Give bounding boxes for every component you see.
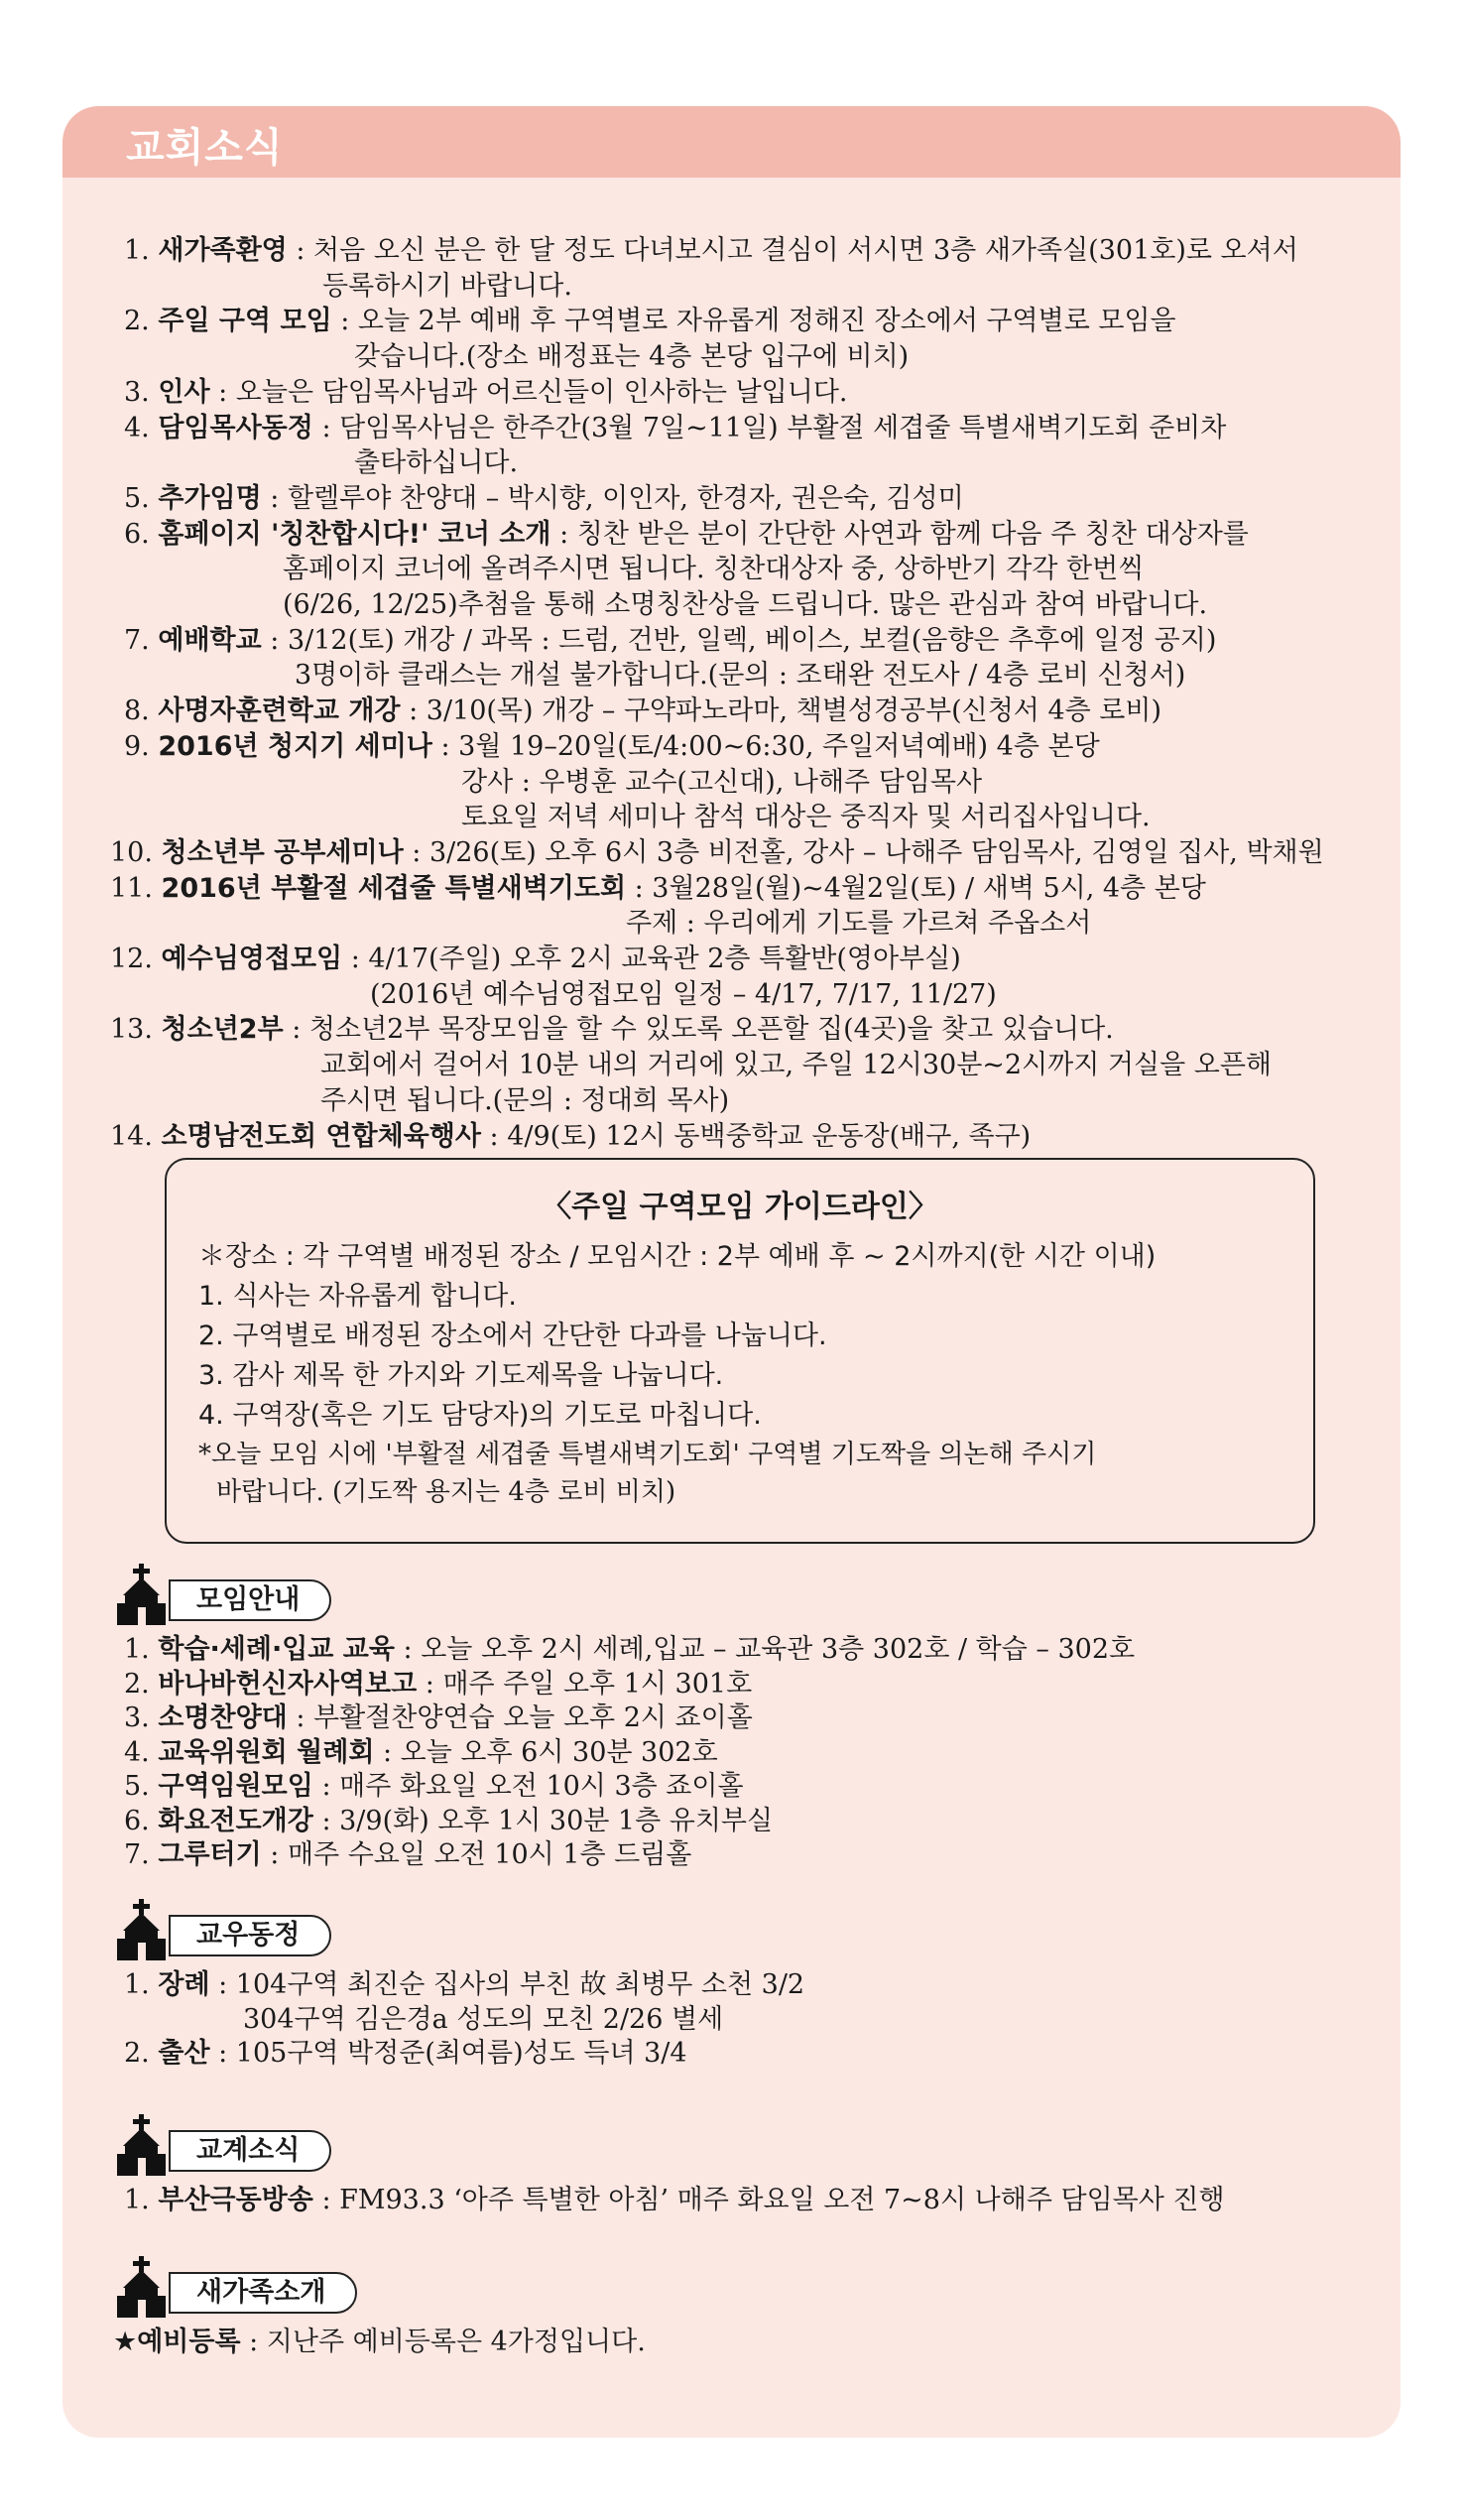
guideline-line: 3. 감사 제목 한 가지와 기도제목을 나눕니다. (198, 1360, 724, 1391)
news-item-cont: 3명이하 클래스는 개설 불가합니다.(문의 : 조태완 전도사 / 4층 로비 신청서) (295, 660, 1186, 692)
news-item: 6. 홈페이지 '칭찬합시다!' 코너 소개 : 칭찬 받은 분이 간단한 사연과 함께 다음 주 칭찬 대상자를 홈페이지 코너에 올려주시면 됩니다. 칭찬대상자 중, 상하반기 각각 한번씩 (6/26, 12/25)추첨을 통해 소명칭찬상을 드립니다. 많은 관심과 참여 바랍니다. (124, 517, 1384, 623)
list-item-cont: 304구역 김은경a 성도의 모친 2/26 별세 (243, 2003, 724, 2035)
news-item: 8. 사명자훈련학교 개강 : 3/10(목) 개강 – 구약파노라마, 책별성경공부(신청서 4층 로비) (124, 695, 1162, 727)
section-meetings (117, 1568, 1135, 1873)
news-item-cont: 강사 : 우병훈 교수(고신대), 나해주 담임목사 (461, 766, 983, 798)
news-item: 4. 담임목사동정 : 담임목사님은 한주간(3월 7일~11일) 부활절 세겹줄 특별새벽기도회 준비차 출타하십니다. (124, 411, 1384, 481)
news-item: 1. 새가족환영 : 처음 오신 분은 한 달 정도 다녀보시고 결심이 서시면 3층 새가족실(301호)로 오셔서 등록하시기 바랍니다. (124, 233, 1384, 304)
list-item: 3. 소명찬양대 : 부활절찬양연습 오늘 오후 2시 죠이홀 (124, 1702, 753, 1733)
section-label: 교우동정 (169, 1915, 331, 1956)
section-new-family (113, 2260, 646, 2360)
news-item-cont: 교회에서 걸어서 10분 내의 거리에 있고, 주일 12시30분~2시까지 거실을 오픈해 (320, 1050, 1272, 1081)
news-item: 12. 예수님영접모임 : 4/17(주일) 오후 2시 교육관 2층 특활반(영아부실) (2016년 예수님영접모임 일정 – 4/17, 7/17, 11/27) (110, 942, 1384, 1012)
news-item-cont: (2016년 예수님영접모임 일정 – 4/17, 7/17, 11/27) (370, 978, 997, 1010)
list-item: 1. 부산극동방송 : FM93.3 ‘아주 특별한 아침’ 매주 화요일 오전 7~8시 나해주 담임목사 진행 (124, 2185, 1225, 2215)
church-icon (117, 2114, 167, 2178)
news-item-cont: 출타하십니다. (354, 447, 519, 479)
guideline-box (165, 1158, 1315, 1544)
news-item: 11. 2016년 부활절 세겹줄 특별새벽기도회 : 3월28일(월)~4월2일(토) / 새벽 5시, 4층 본당 주제 : 우리에게 기도를 가르쳐 주옵소서 (110, 871, 1384, 942)
section-member-news (117, 1903, 804, 2072)
news-item-text: : 처음 오신 분은 한 달 정도 다녀보시고 결심이 서시면 3층 새가족실(301호)로 오셔서 (287, 235, 1298, 266)
news-item-cont: 토요일 저녁 세미나 참석 대상은 중직자 및 서리집사입니다. (461, 802, 1151, 833)
news-item: 5. 추가임명 : 할렐루야 찬양대 – 박시향, 이인자, 한경자, 권은숙, 김성미 (124, 482, 964, 514)
section-church-world (117, 2118, 1225, 2218)
list-item: ★예비등록 : 지난주 예비등록은 4가정입니다. (113, 2327, 646, 2357)
church-icon (117, 1564, 167, 1627)
list-item: 2. 출산 : 105구역 박정준(최여름)성도 득녀 3/4 (124, 2038, 687, 2069)
list-item: 5. 구역임원모임 : 매주 화요일 오전 10시 3층 죠이홀 (124, 1771, 744, 1802)
news-item: 7. 예배학교 : 3/12(토) 개강 / 과목 : 드럼, 건반, 일렉, 베이스, 보컬(음향은 추후에 일정 공지) 3명이하 클래스는 개설 불가합니다.(문의 : 조태완 전도사 / 4층 로비 신청서) (124, 623, 1384, 693)
news-item-cont: 주시면 됩니다.(문의 : 정대희 목사) (320, 1084, 730, 1116)
news-item-cont: (6/26, 12/25)추첨을 통해 소명칭찬상을 드립니다. 많은 관심과 참여 바랍니다. (283, 589, 1208, 621)
guideline-title: 〈주일 구역모임 가이드라인〉 (542, 1190, 938, 1224)
news-item: 9. 2016년 청지기 세미나 : 3월 19–20일(토/4:00~6:30, 주일저녁예배) 4층 본당 강사 : 우병훈 교수(고신대), 나해주 담임목사 토요일 저녁 세미나 참석 대상은 중직자 및 서리집사입니다. (124, 729, 1384, 835)
guideline-note: 바랍니다. (기도짝 용지는 4층 로비 비치) (216, 1477, 676, 1507)
news-list (110, 233, 1384, 1154)
news-item: 2. 주일 구역 모임 : 오늘 2부 예배 후 구역별로 자유롭게 정해진 장소에서 구역별로 모임을 갖습니다.(장소 배정표는 4층 본당 입구에 비치) (124, 304, 1384, 374)
news-item: 14. 소명남전도회 연합체육행사 : 4/9(토) 12시 동백중학교 운동장(배구, 족구) (110, 1120, 1032, 1152)
news-item: 10. 청소년부 공부세미나 : 3/26(토) 오후 6시 3층 비전홀, 강사 – 나해주 담임목사, 김영일 집사, 박채원 (110, 836, 1324, 868)
guideline-line: 2. 구역별로 배정된 장소에서 간단한 다과를 나눕니다. (198, 1321, 827, 1351)
news-item-cont: 홈페이지 코너에 올려주시면 됩니다. 칭찬대상자 중, 상하반기 각각 한번씩 (283, 554, 1145, 585)
panel-header (62, 106, 1401, 178)
guideline-line: ＊장소 : 각 구역별 배정된 장소 / 모임시간 : 2부 예배 후 ~ 2시까지(한 시간 이내) (198, 1241, 1157, 1272)
guideline-note: *오늘 모임 시에 '부활절 세겹줄 특별새벽기도회' 구역별 기도짝을 의논해 주시기 (198, 1440, 1097, 1469)
news-item-title: 새가족환영 (158, 235, 288, 266)
section-label: 새가족소개 (169, 2272, 357, 2314)
list-item: 2. 바나바헌신자사역보고 : 매주 주일 오후 1시 301호 (124, 1668, 753, 1700)
list-item: 1. 장례 : 104구역 최진순 집사의 부친 故 최병무 소천 3/2 (124, 1969, 805, 2000)
section-label: 모임안내 (169, 1579, 331, 1621)
list-item: 6. 화요전도개강 : 3/9(화) 오후 1시 30분 1층 유치부실 (124, 1805, 774, 1836)
panel-title: 교회소식 (126, 125, 284, 171)
list-item: 1. 학습·세례·입교 교육 : 오늘 오후 2시 세례,입교 – 교육관 3층 302호 / 학습 – 302호 (124, 1634, 1136, 1665)
news-item: 13. 청소년2부 : 청소년2부 목장모임을 할 수 있도록 오픈할 집(4곳)을 찾고 있습니다. 교회에서 걸어서 10분 내의 거리에 있고, 주일 12시30분~2시까지 거실을 오픈해 주시면 됩니다.(문의 : 정대희 목사) (110, 1012, 1384, 1118)
news-item-cont: 갖습니다.(장소 배정표는 4층 본당 입구에 비치) (354, 341, 910, 373)
section-label: 교계소식 (169, 2130, 331, 2172)
news-item: 3. 인사 : 오늘은 담임목사님과 어르신들이 인사하는 날입니다. (124, 376, 848, 408)
guideline-line: 1. 식사는 자유롭게 합니다. (198, 1281, 517, 1312)
list-item: 7. 그루터기 : 매주 수요일 오전 10시 1층 드림홀 (124, 1839, 692, 1870)
guideline-body (198, 1237, 1156, 1511)
guideline-line: 4. 구역장(혹은 기도 담당자)의 기도로 마칩니다. (198, 1400, 762, 1431)
church-icon (117, 1899, 167, 1962)
list-item: 4. 교육위원회 월례회 : 오늘 오후 6시 30분 302호 (124, 1736, 718, 1768)
news-item-cont: 주제 : 우리에게 기도를 가르쳐 주옵소서 (626, 908, 1092, 940)
church-icon (117, 2256, 167, 2320)
news-item-cont: 등록하시기 바랍니다. (322, 270, 572, 302)
